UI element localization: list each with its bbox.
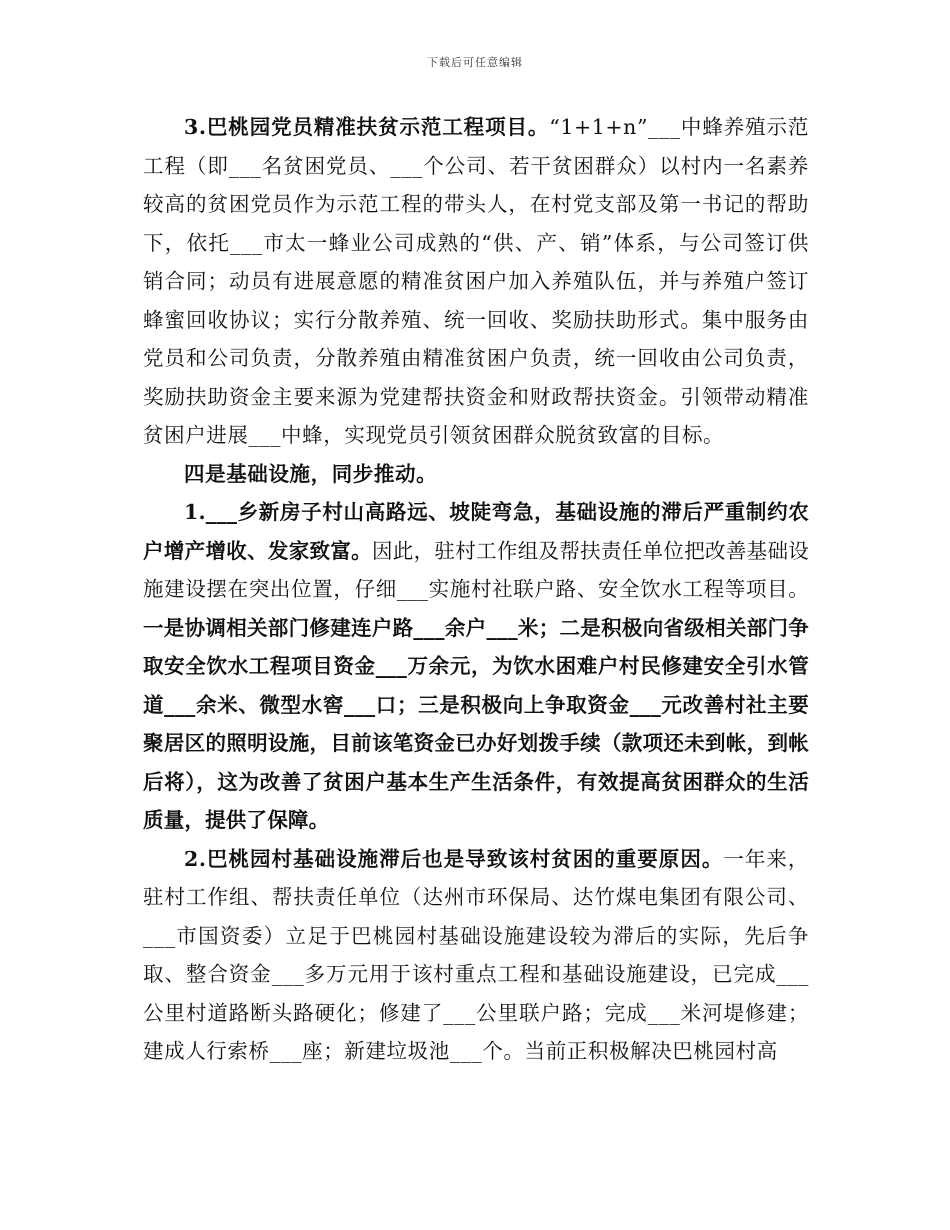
paragraph-heading: 2.巴桃园村基础设施滞后也是导致该村贫困的重要原因。: [184, 846, 724, 871]
paragraph-heading: 1.___乡新房子村山高路远、坡陡弯急，基础设施的滞后严重制约农户增产增收、发家致富。: [143, 500, 809, 563]
paragraph-text: 一年来，驻村工作组、帮扶责任单位（达州市环保局、达竹煤电集团有限公司、___市国资委）立足于巴桃园村基础设施建设较为滞后的实际，先后争取、整合资金___多万元用于该村重点工程和基础设施建设，已完成___公里村道路断头路硬化；修建了___公里联户路；完成___米河堤修建；建成人行索桥___座；新建垃圾池___个。当前正积极解决巴桃园村高: [143, 846, 810, 1063]
page-header: 下载后可任意编辑: [427, 56, 523, 69]
paragraph-heading: 3.巴桃园党员精准扶贫示范工程项目。: [184, 115, 550, 139]
paragraph-infrastructure-2: [143, 840, 809, 1071]
section-heading: 四是基础设施，同步推动。: [184, 461, 438, 486]
section-heading-infrastructure: [143, 455, 809, 494]
paragraph-bold-text: 一是协调相关部门修建连户路___余户___米；二是积极向省级相关部门争取安全饮水工程项目资金___万余元，为饮水困难户村民修建安全引水管道___余米、微型水窖___口；三是积极向上争取资金___元改善村社主要聚居区的照明设施，目前该笔资金已办好划拨手续（款项还未到帐，到帐后将），这为改善了贫困户基本生产生活条件，有效提高贫困群众的生活质量，提供了保障。: [143, 615, 809, 832]
paragraph-infrastructure-1: [143, 493, 809, 840]
document-body: [143, 108, 809, 1071]
paragraph-text: “1+1+n”___中蜂养殖示范工程（即___名贫困党员、___个公司、若干贫困群众）以村内一名素养较高的贫困党员作为示范工程的带头人，在村党支部及第一书记的帮助下，依托___市太一蜂业公司成熟的“供、产、销”体系，与公司签订供销合同；动员有进展意愿的精准贫困户加入养殖队伍，并与养殖户签订蜂蜜回收协议；实行分散养殖、统一回收、奖励扶助形式。集中服务由党员和公司负责，分散养殖由精准贫困户负责，统一回收由公司负责，奖励扶助资金主要来源为党建帮扶资金和财政帮扶资金。引领带动精准贫困户进展___中蜂，实现党员引领贫困群众脱贫致富的目标。: [143, 115, 810, 447]
paragraph-demonstration-project: [143, 108, 809, 455]
paragraph-text: 因此，驻村工作组及帮扶责任单位把改善基础设施建设摆在突出位置，仔细___实施村社联户路、安全饮水工程等项目。: [143, 538, 810, 601]
